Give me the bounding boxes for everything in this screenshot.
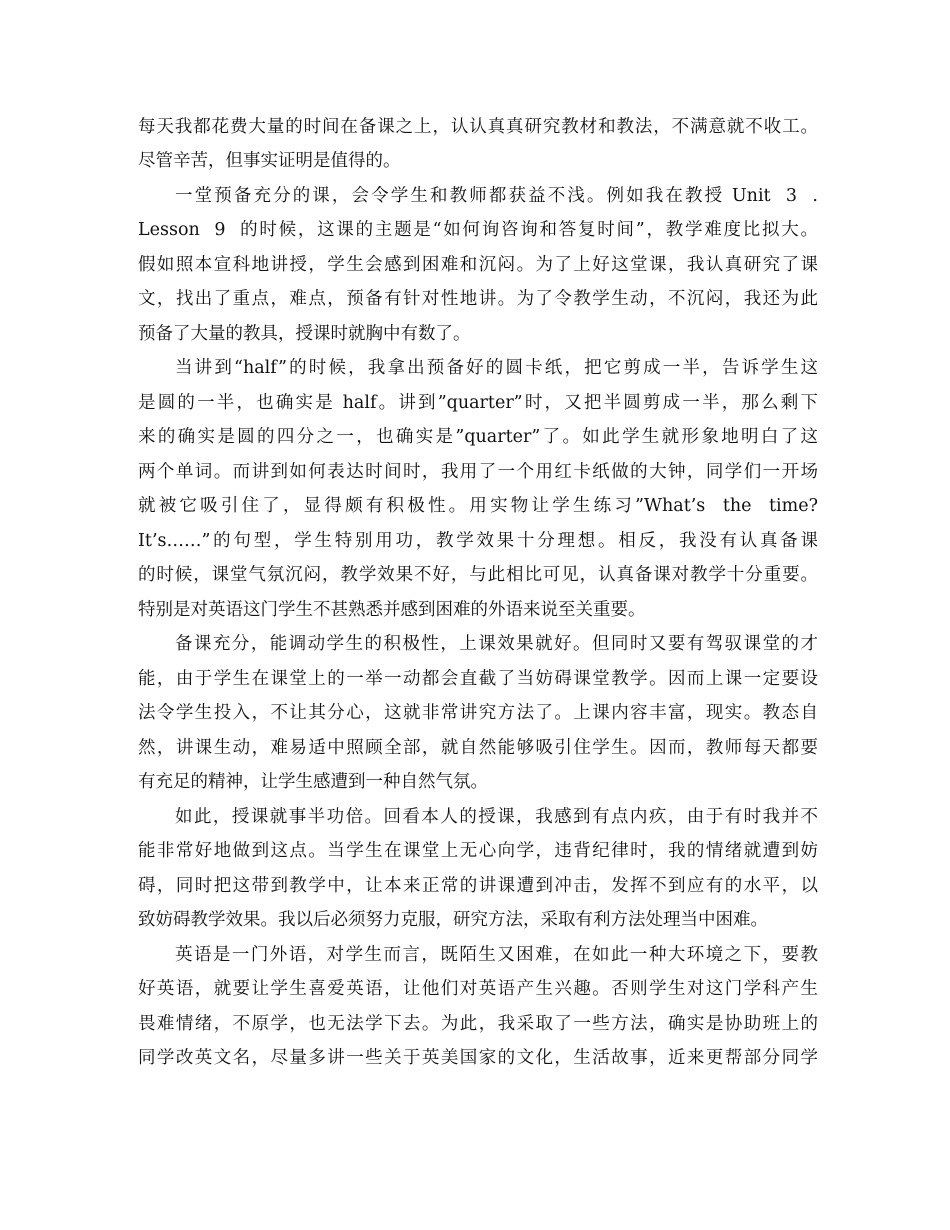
text-line: 一堂预备充分的课，会令学生和教师都获益不浅。例如我在教授 Unit 3 . — [175, 186, 818, 206]
text-line: 每天我都花费大量的时间在备课之上，认认真真研究教材和教法，不满意就不收工。 — [138, 117, 818, 137]
text-line: 假如照本宣科地讲授，学生会感到困难和沉闷。为了上好这堂课，我认真研究了课 — [138, 255, 818, 275]
text-line: 有充足的精神，让学生感遭到一种自然气氛。 — [138, 772, 488, 792]
text-line: 两个单词。而讲到如何表达时间时，我用了一个用红卡纸做的大钟，同学们一开场 — [138, 462, 818, 482]
text-line: 法令学生投入，不让其分心，这就非常讲究方法了。上课内容丰富，现实。教态自 — [138, 703, 818, 723]
text-line: 的时候，课堂气氛沉闷，教学效果不好，与此相比可见，认真备课对教学十分重要。 — [138, 565, 818, 585]
text-line: 是圆的一半，也确实是 half。讲到”quarter”时，又把半圆剪成一半，那么剩下 — [138, 393, 818, 413]
text-line: 能非常好地做到这点。当学生在课堂上无心向学，违背纪律时，我的情绪就遭到妨 — [138, 841, 818, 861]
text-line: 好英语，就要让学生喜爱英语，让他们对英语产生兴趣。否则学生对这门学科产生 — [138, 979, 818, 999]
text-line: 致妨碍教学效果。我以后必须努力克服，研究方法，采取有利方法处理当中困难。 — [138, 910, 768, 930]
text-line: 特别是对英语这门学生不甚熟悉并感到困难的外语来说至关重要。 — [138, 600, 646, 620]
text-line: Lesson 9 的时候，这课的主题是“如何询咨询和答复时间”，教学难度比拟大。 — [138, 220, 818, 240]
text-line: 如此，授课就事半功倍。回看本人的授课，我感到有点内疚，由于有时我并不 — [175, 807, 818, 827]
text-line: 就被它吸引住了，显得颇有积极性。用实物让学生练习”What’s the time? — [138, 496, 818, 516]
text-line: 英语是一门外语，对学生而言，既陌生又困难，在如此一种大环境之下，要教 — [175, 945, 818, 965]
text-line: 预备了大量的教具，授课时就胸中有数了。 — [138, 324, 471, 344]
text-line: 同学改英文名，尽量多讲一些关于英美国家的文化，生活故事，近来更帮部分同学 — [138, 1048, 818, 1068]
text-line: 备课充分，能调动学生的积极性，上课效果就好。但同时又要有驾驭课堂的才 — [175, 634, 818, 654]
text-line: 畏难情绪，不原学，也无法学下去。为此，我采取了一些方法，确实是协助班上的 — [138, 1014, 818, 1034]
text-line: 来的确实是圆的四分之一，也确实是”quarter”了。如此学生就形象地明白了这 — [138, 427, 818, 447]
text-line: 能，由于学生在课堂上的一举一动都会直截了当妨碍课堂教学。因而上课一定要设 — [138, 669, 818, 689]
text-line: It’s……”的句型，学生特别用功，教学效果十分理想。相反，我没有认真备课 — [138, 531, 818, 551]
text-line: 尽管辛苦，但事实证明是值得的。 — [138, 151, 401, 171]
text-line: 然，讲课生动，难易适中照顾全部，就自然能够吸引住学生。因而，教师每天都要 — [138, 738, 818, 758]
text-line: 碍，同时把这带到教学中，让本来正常的讲课遭到冲击，发挥不到应有的水平，以 — [138, 876, 818, 896]
text-line: 文，找出了重点，难点，预备有针对性地讲。为了令教学生动，不沉闷，我还为此 — [138, 289, 818, 309]
text-line: 当讲到“half”的时候，我拿出预备好的圆卡纸，把它剪成一半，告诉学生这 — [175, 358, 818, 378]
